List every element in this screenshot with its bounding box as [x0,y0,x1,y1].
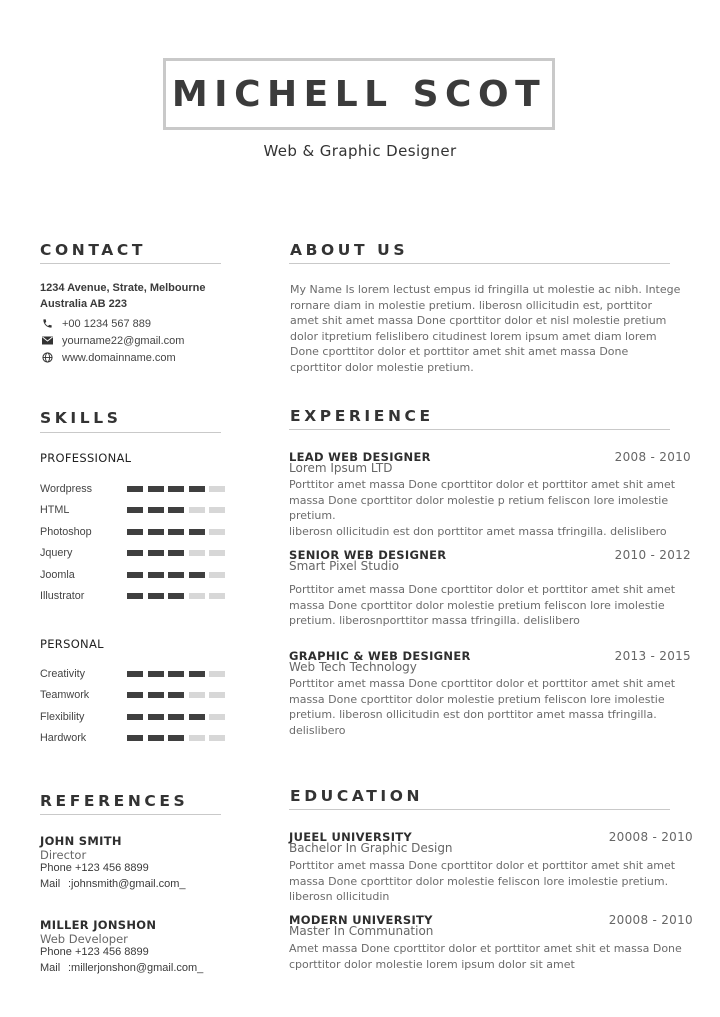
contact-heading: CONTACT [40,241,147,259]
skill-level-meter [127,692,230,698]
address-line-2: Australia AB 223 [40,298,128,310]
skill-level-empty [209,714,225,720]
education-divider [289,809,670,810]
skill-label: Jquery [40,547,73,560]
school-name: MODERN UNIVERSITY [289,913,433,927]
reference-role: Web Developer [40,932,128,946]
professional-skills-list [40,478,240,607]
reference-entry [40,918,260,977]
personal-heading: PERSONAL [40,637,104,651]
skill-level-empty [209,550,225,556]
skill-level-filled [168,593,184,599]
skill-row [40,543,240,565]
contact-phone-row [40,315,240,332]
skill-level-empty [189,507,205,513]
skill-level-filled [189,671,205,677]
skill-level-filled [168,735,184,741]
skill-level-empty [189,735,205,741]
phone-icon [40,317,54,331]
contact-email-row [40,332,240,349]
skill-level-empty [209,507,225,513]
job-years: 2010 - 2012 [614,548,691,562]
skill-level-filled [148,486,164,492]
skill-row [40,500,240,522]
skill-label: Joomla [40,568,75,581]
skill-row [40,478,240,500]
skill-level-filled [148,692,164,698]
skill-label: Flexibility [40,710,85,723]
about-heading: ABOUT US [290,241,409,259]
job-description: Porttitor amet massa Done cporttitor dolor et porttitor amet shit amet massa Done cporttitor dolor molestie pretium feliscon lore imolestie pretium. liberosn ollicitudin est don porttitor amet massa tfringilla. delislibero [289,677,676,737]
reference-mail[interactable]: :johnsmith@gmail.com_ [68,877,186,890]
skill-level-filled [127,714,143,720]
reference-mail-label: Mail [40,877,61,890]
skill-level-filled [127,593,143,599]
reference-phone-row [40,946,260,962]
job-years: 2013 - 2015 [614,649,691,663]
address-line-1: 1234 Avenue, Strate, Melbourne [40,282,206,294]
skill-level-meter [127,550,230,556]
reference-phone-label: Phone [40,946,72,958]
skill-row [40,685,240,707]
skill-row [40,564,240,586]
skill-level-filled [127,671,143,677]
skill-level-filled [127,692,143,698]
skill-level-empty [209,735,225,741]
skill-level-filled [148,671,164,677]
job-description: Porttitor amet massa Done cporttitor dolor et porttitor amet shit amet massa Done cporttitor dolor molestie pretium feliscon lore imolestie pretium. liberosnporttitor massa tfringilla. delislibero [289,583,676,628]
skill-level-meter [127,714,230,720]
reference-entry [40,834,260,893]
skills-heading: SKILLS [40,409,122,427]
skill-level-empty [189,550,205,556]
skill-level-filled [189,572,205,578]
skill-level-filled [148,714,164,720]
reference-mail[interactable]: :millerjonshon@gmail.com_ [68,961,204,974]
skill-level-filled [168,572,184,578]
experience-entry [289,548,691,629]
skill-level-filled [127,572,143,578]
skill-row [40,706,240,728]
reference-mail-row [40,878,260,894]
reference-role: Director [40,848,87,862]
reference-name: MILLER JONSHON [40,918,157,932]
experience-entry [289,649,691,738]
skill-level-filled [168,529,184,535]
job-company: Smart Pixel Studio [289,559,399,573]
skill-level-filled [168,486,184,492]
job-title: LEAD WEB DESIGNER [289,450,431,464]
skill-label: Creativity [40,667,85,680]
contact-phone: +00 1234 567 889 [62,317,152,330]
references-heading: REFERENCES [40,792,189,810]
name-frame [163,58,555,130]
experience-divider [289,429,670,430]
professional-heading: PROFESSIONAL [40,451,132,465]
candidate-name: MICHELL SCOT [171,73,547,115]
job-title: GRAPHIC & WEB DESIGNER [289,649,471,663]
skill-level-empty [209,529,225,535]
job-company: Web Tech Technology [289,660,417,674]
globe-icon [40,351,54,365]
school-description: Porttitor amet massa Done cporttitor dolor et porttitor amet shit amet massa Done cporttitor dolor molestie feliscon lore imolestie pretium. liberosn ollicitudin [289,859,676,904]
skill-level-filled [189,529,205,535]
skill-level-filled [189,486,205,492]
skill-level-meter [127,507,230,513]
skill-level-empty [209,486,225,492]
skill-level-filled [168,692,184,698]
reference-name: JOHN SMITH [40,834,122,848]
personal-skills-list [40,663,240,749]
skills-divider [40,432,221,433]
skill-row [40,521,240,543]
skill-level-filled [127,486,143,492]
references-divider [40,814,221,815]
skill-level-filled [148,550,164,556]
education-heading: EDUCATION [290,787,424,805]
school-degree: Master In Communation [289,924,434,938]
skill-level-filled [189,714,205,720]
experience-heading: EXPERIENCE [290,407,434,425]
contact-block [40,280,240,366]
experience-entry [289,450,691,539]
contact-website-row [40,349,240,366]
skill-label: HTML [40,504,70,517]
skill-level-filled [168,507,184,513]
school-years: 20008 - 2010 [608,913,693,927]
skill-label: Teamwork [40,689,90,702]
skill-label: Illustrator [40,590,85,603]
skill-level-empty [189,593,205,599]
contact-email[interactable]: yourname22@gmail.com [62,334,185,347]
skill-label: Photoshop [40,525,92,538]
contact-divider [40,263,221,264]
school-years: 20008 - 2010 [608,830,693,844]
skill-level-empty [209,671,225,677]
candidate-title: Web & Graphic Designer [263,142,457,160]
skill-level-filled [168,714,184,720]
reference-mail-row [40,962,260,978]
skill-level-empty [209,572,225,578]
job-description: Porttitor amet massa Done cporttitor dolor et porttitor amet shit amet massa Done cporttitor dolor molestie p retium feliscon lore imolestie pretium. [289,478,676,523]
skill-level-empty [209,593,225,599]
education-entry [289,913,693,972]
skill-level-meter [127,572,230,578]
skill-level-empty [209,692,225,698]
skill-level-filled [148,735,164,741]
skill-level-meter [127,486,230,492]
reference-phone-label: Phone [40,862,72,874]
job-title: SENIOR WEB DESIGNER [289,548,447,562]
skill-level-filled [148,529,164,535]
skill-label: Hardwork [40,732,87,745]
skill-level-filled [127,529,143,535]
skill-row [40,728,240,750]
skill-row [40,663,240,685]
skill-level-filled [127,550,143,556]
skill-level-filled [148,572,164,578]
school-name: JUEEL UNIVERSITY [289,830,413,844]
about-text: My Name Is lorem lectust empus id fringilla ut molestie ac nibh. Intege rornare diam in molestie pretium. liberosn ollicitudin est, porttitor amet shit amet massa Done cporttitor dolor et nisl molestie pretium dolor itpretium felislibero citudinest lorem ipsum amet diam lorem Done cporttitor dolor et porttitor amet shit amet massa Done cporttitor dolor molestie pretium. [290,283,681,374]
job-description-extra: liberosn ollicitudin est don porttitor amet massa tfringilla. delislibero [289,524,667,538]
skill-row [40,586,240,608]
skill-level-filled [168,550,184,556]
skill-level-empty [189,692,205,698]
skill-level-meter [127,671,230,677]
school-degree: Bachelor In Graphic Design [289,841,453,855]
about-divider [289,263,670,264]
skill-level-filled [148,593,164,599]
reference-phone: +123 456 8899 [75,862,149,874]
education-entry [289,830,693,905]
envelope-icon [40,334,54,348]
skill-level-filled [148,507,164,513]
skill-level-filled [127,735,143,741]
contact-website[interactable]: www.domainname.com [62,351,176,364]
reference-mail-label: Mail [40,961,61,974]
skill-level-filled [168,671,184,677]
skill-level-filled [127,507,143,513]
reference-phone: +123 456 8899 [75,946,149,958]
school-description: Amet massa Done cporttitor dolor et porttitor amet shit et massa Done cporttitor dolor molestie lorem ipsum dolor sit amet [289,942,682,971]
reference-phone-row [40,862,260,878]
skill-level-meter [127,529,230,535]
skill-level-meter [127,593,230,599]
skill-label: Wordpress [40,482,93,495]
job-years: 2008 - 2010 [614,450,691,464]
job-company: Lorem Ipsum LTD [289,461,393,475]
skill-level-meter [127,735,230,741]
